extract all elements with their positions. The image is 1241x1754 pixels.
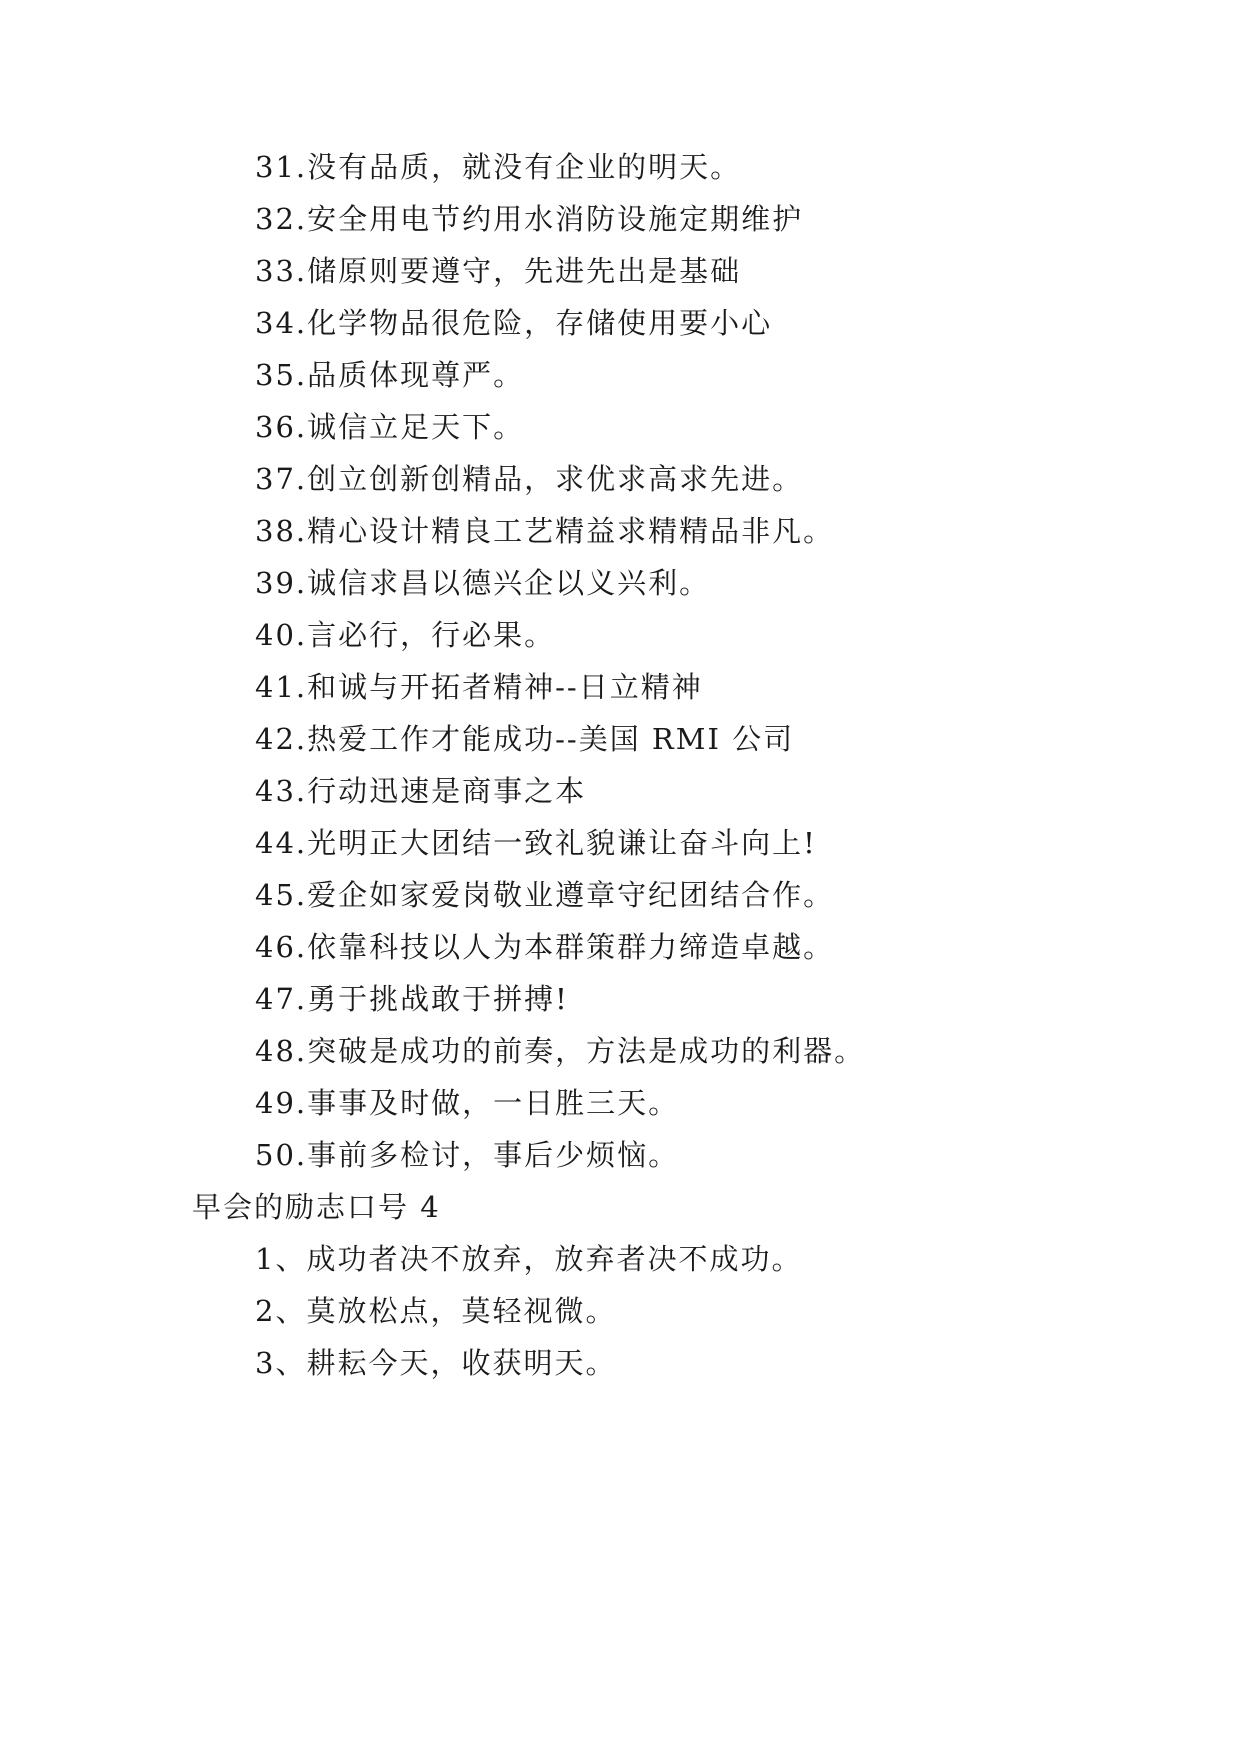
slogan-line: 2、莫放松点，莫轻视微。 [255, 1294, 617, 1328]
slogan-line: 34.化学物品很危险，存储使用要小心 [255, 306, 773, 340]
slogan-line: 31.没有品质，就没有企业的明天。 [255, 150, 742, 184]
slogan-line: 42.热爱工作才能成功--美国 RMI 公司 [255, 722, 795, 756]
slogan-line: 43.行动迅速是商事之本 [255, 774, 587, 808]
slogan-line: 50.事前多检讨，事后少烦恼。 [255, 1138, 680, 1172]
slogan-line: 45.爱企如家爱岗敬业遵章守纪团结合作。 [255, 878, 835, 912]
slogan-line: 3、耕耘今天，收获明天。 [255, 1346, 617, 1380]
slogan-line: 40.言必行，行必果。 [255, 618, 556, 652]
slogan-line: 49.事事及时做，一日胜三天。 [255, 1086, 680, 1120]
slogan-line: 32.安全用电节约用水消防设施定期维护 [255, 202, 804, 236]
slogan-line: 39.诚信求昌以德兴企以义兴利。 [255, 566, 711, 600]
slogan-line: 38.精心设计精良工艺精益求精精品非凡。 [255, 514, 835, 548]
slogan-line: 1、成功者决不放弃，放弃者决不成功。 [255, 1242, 803, 1276]
slogan-line: 33.储原则要遵守，先进先出是基础 [255, 254, 742, 288]
slogan-line: 48.突破是成功的前奏，方法是成功的利器。 [255, 1034, 866, 1068]
slogan-line: 47.勇于挑战敢于拼搏! [255, 982, 569, 1016]
section-heading: 早会的励志口号 4 [192, 1190, 441, 1224]
slogan-line: 36.诚信立足天下。 [255, 410, 525, 444]
slogan-line: 41.和诚与开拓者精神--日立精神 [255, 670, 703, 704]
slogan-line: 37.创立创新创精品，求优求高求先进。 [255, 462, 804, 496]
slogan-line: 44.光明正大团结一致礼貌谦让奋斗向上! [255, 826, 817, 860]
slogan-line: 35.品质体现尊严。 [255, 358, 525, 392]
slogan-line: 46.依靠科技以人为本群策群力缔造卓越。 [255, 930, 835, 964]
